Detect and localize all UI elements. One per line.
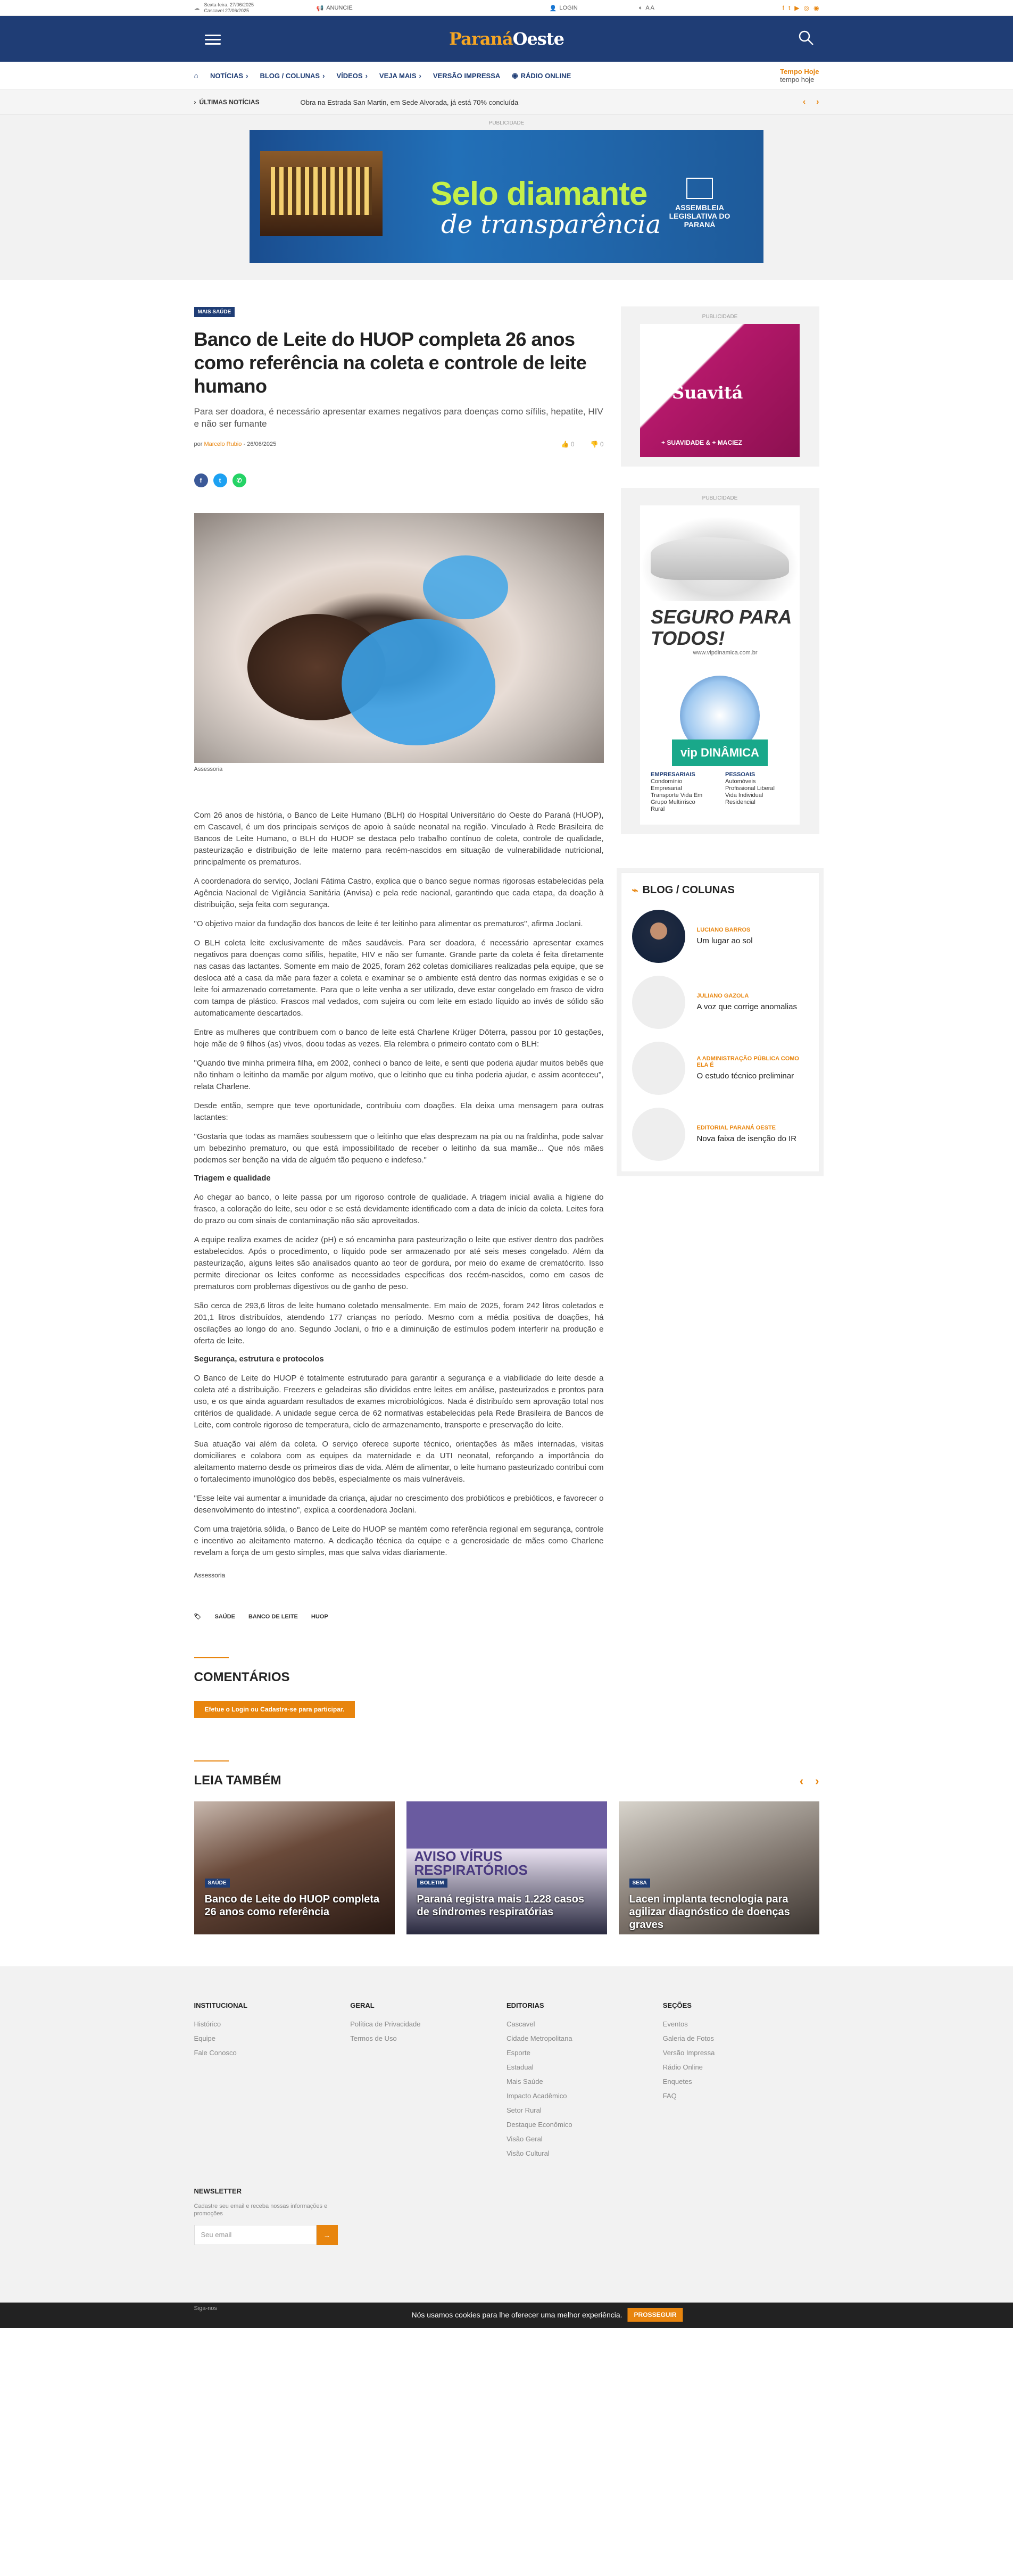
- article: [194, 306, 604, 1718]
- ad-label: PUBLICIDADE: [702, 495, 738, 501]
- blog-author: EDITORIAL PARANÁ OESTE: [696, 1125, 776, 1131]
- social-links: [783, 4, 819, 12]
- blog-author: LUCIANO BARROS: [696, 927, 751, 933]
- vip-dinamica-ad[interactable]: [640, 505, 800, 825]
- whatsapp-share-icon[interactable]: ✆: [233, 473, 246, 487]
- paragraph: A equipe realiza exames de acidez (pH) e só encaminha para pasteurização o leite que estiver dentro dos padrões estabelecidos. Após o procedimento, o líquido pode ser armazenado por até seis meses congelado. Além da pasteurização, alguns leites são analisados quanto ao teor de gordura, por meio do exame de crematócrito. Isso permite direcionar os leites conforme as necessidades específicas dos recém-nascidos, como em casos de prematuros com problemas digestivos ou de ganho de peso.: [194, 1235, 604, 1291]
- blog-item[interactable]: [632, 976, 808, 1029]
- footer-link[interactable]: Política de Privacidade: [350, 2020, 421, 2028]
- blog-widget-title: [632, 884, 808, 897]
- footer-link[interactable]: Estadual: [506, 2063, 534, 2071]
- twitter-share-icon[interactable]: t: [213, 473, 227, 487]
- paragraph: Sua atuação vai além da coleta. O serviço oferece suporte técnico, orientações às mães internadas, visitas domiciliares e colabora com as equipes da maternidade e da UTI neonatal, reforçando a importância do aleitamento materno desde os primeiros dias de vida. Além de alimentar, o leite humano pasteurizado contribui com o fortalecimento imunológico dos bebês, especialmente os mais vulneráveis.: [194, 1440, 604, 1484]
- blog-title-text: BLOG / COLUNAS: [642, 884, 735, 896]
- like-count: 0: [570, 441, 575, 448]
- chevron-right-icon: ›: [322, 71, 325, 80]
- nav-blog[interactable]: [260, 72, 325, 80]
- building-image: [260, 151, 383, 236]
- blog-item[interactable]: [632, 910, 808, 963]
- section-heading: Triagem e qualidade: [194, 1174, 271, 1183]
- avatar: [632, 1042, 685, 1095]
- blog-item[interactable]: [632, 1042, 808, 1095]
- footer-col-secoes: [663, 1998, 819, 2160]
- anuncie-link[interactable]: [317, 5, 353, 12]
- suavita-brand: Suavitá: [672, 383, 743, 403]
- nav-noticias[interactable]: [210, 72, 248, 80]
- nav-label: RÁDIO ONLINE: [520, 71, 571, 80]
- login-link[interactable]: [550, 5, 578, 12]
- chevron-right-icon: ›: [194, 98, 196, 106]
- user-icon: 👤: [549, 5, 557, 12]
- ad-label: PUBLICIDADE: [702, 314, 738, 320]
- alep-logo: [668, 178, 732, 229]
- contrast-icon[interactable]: ◐: [638, 5, 643, 11]
- footer-col-geral: [350, 1998, 506, 2160]
- nav-label: VERSÃO IMPRESSA: [433, 71, 501, 80]
- paragraph: Com 26 anos de história, o Banco de Leite Humano (BLH) do Hospital Universitário do Oeste do Paraná (HUOP), em Cascavel, é um dos principais serviços de apoio à saúde neonatal na região. Vinculado à Rede Brasileira de Bancos de Leite Humano, o BLH do HUOP se destaca pelo trabalho contínuo de coleta, controle de qualidade, pasteurização e distribuição de leite materno para recém-nascidos em situação de vulnerabilidade nutricional, principalmente os prematuros.: [194, 811, 604, 867]
- footer-col-title: GERAL: [350, 2001, 375, 2009]
- cookie-text: Nós usamos cookies para lhe oferecer uma melhor experiência.: [411, 2311, 622, 2319]
- paragraph: "Esse leite vai aumentar a imunidade da criança, ajudar no crescimento dos probióticos e prebióticos, e favorecer o desenvolvimento do intestino", explica a coordenadora Joclani.: [194, 1494, 604, 1515]
- site-footer: [0, 1966, 1013, 2328]
- vip-col2-title: PESSOAIS: [725, 771, 755, 778]
- font-size-control[interactable]: [639, 5, 654, 11]
- paragraph: São cerca de 293,6 litros de leite humano coletado mensalmente. Em maio de 2025, foram 242 litros coletados e 201,1 litros distribuídos, atendendo 177 crianças no período. Mesmo com a média positiva de doações, há oscilações ao longo do ano. Segundo Joclani, o frio e a diminuição de estímulos podem interferir na produção e oferta de leite.: [194, 1301, 604, 1345]
- login-to-comment-button[interactable]: Efetue o Login ou Cadastre-se para participar.: [194, 1701, 355, 1718]
- chevron-right-icon: ›: [246, 71, 248, 80]
- footer-link[interactable]: Fale Conosco: [194, 2049, 237, 2057]
- card-title: Lacen implanta tecnologia para agilizar diagnóstico de doenças graves: [629, 1893, 790, 1931]
- nav-label: BLOG / COLUNAS: [260, 71, 320, 80]
- rss-icon: ⌁: [632, 885, 638, 896]
- blog-post-title[interactable]: Nova faixa de isenção do IR: [696, 1134, 797, 1143]
- footer-col-title: SEÇÕES: [662, 2001, 692, 2009]
- like-button[interactable]: [561, 441, 575, 448]
- comments-title: COMENTÁRIOS: [194, 1670, 290, 1684]
- weather-date: Sexta-feira, 27/06/2025: [204, 2, 254, 7]
- article-date: 26/06/2025: [247, 441, 277, 447]
- newsletter-email-input[interactable]: Seu email: [194, 2225, 317, 2245]
- paragraph: Desde então, sempre que teve oportunidade, contribuiu com doações. Ela deixa uma mensagem para outras lactantes:: [194, 1101, 604, 1122]
- suavita-ad[interactable]: [640, 324, 800, 457]
- vip-col2-items: Automóveis Profissional Liberal Vida Individual Residencial: [725, 778, 775, 805]
- logo-part1: Paraná: [449, 29, 513, 49]
- top-ad-band: [0, 115, 1013, 280]
- anuncie-label: ANUNCIE: [326, 5, 353, 11]
- newsletter-title: NEWSLETTER: [194, 2187, 242, 2195]
- card-overlay-text: AVISO VÍRUS RESPIRATÓRIOS: [414, 1848, 528, 1878]
- site-logo[interactable]: [449, 29, 564, 49]
- search-icon[interactable]: [798, 30, 814, 46]
- footer-link[interactable]: Rádio Online: [662, 2063, 703, 2071]
- blog-item[interactable]: [632, 1108, 808, 1161]
- cloud-icon: ☁: [194, 5, 200, 12]
- related-card[interactable]: [194, 1801, 395, 1934]
- paragraph: "Quando tive minha primeira filha, em 2002, conheci o banco de leite, e senti que poderia ajudar muitos bebês que não tinham o leitinho da mamãe por algum motivo, que o leitinho que eu tinha poderia ajudar, e assim aconteceu", relata Charlene.: [194, 1059, 604, 1091]
- footer-link[interactable]: Destaque Econômico: [506, 2121, 572, 2129]
- blog-post-title[interactable]: Um lugar ao sol: [696, 936, 753, 945]
- avatar: [632, 976, 685, 1029]
- ticker-label-text: ÚLTIMAS NOTÍCIAS: [199, 98, 260, 106]
- alep-banner-ad[interactable]: [250, 130, 763, 263]
- footer-link[interactable]: Impacto Acadêmico: [506, 2092, 567, 2100]
- tag[interactable]: BANCO DE LEITE: [248, 1613, 298, 1620]
- tag-icon: 🏷: [194, 1614, 202, 1620]
- card-category: BOLETIM: [417, 1879, 447, 1888]
- ticker-headline[interactable]: Obra na Estrada San Martin, em Sede Alvorada, já está 70% concluída: [300, 98, 519, 106]
- article-photo: [194, 513, 604, 763]
- arrow-right-icon: →: [323, 2231, 330, 2239]
- vip-url: www.vipdinamica.com.br: [693, 650, 758, 656]
- blog-author: JULIANO GAZOLA: [696, 993, 749, 999]
- chevron-right-icon: ›: [419, 71, 421, 80]
- twitter-icon[interactable]: t: [788, 4, 791, 12]
- footer-link[interactable]: Eventos: [662, 2020, 688, 2028]
- author-prefix: por: [194, 441, 203, 447]
- related-title: LEIA TAMBÉM: [194, 1773, 281, 1788]
- blog-columns-widget: [621, 872, 819, 1172]
- nav-versao-impressa[interactable]: [433, 72, 500, 80]
- author-link[interactable]: Marcelo Rubio: [204, 441, 242, 447]
- card-category: SESA: [629, 1879, 650, 1888]
- footer-link[interactable]: Histórico: [194, 2020, 221, 2028]
- megaphone-icon: 📢: [316, 5, 324, 12]
- logo-part2: Oeste: [512, 29, 564, 49]
- cookie-accept-button[interactable]: PROSSEGUIR: [628, 2308, 683, 2322]
- tag-list: [194, 1613, 604, 1620]
- footer-link[interactable]: Visão Geral: [506, 2135, 543, 2143]
- tempo-hoje-widget: [780, 68, 819, 84]
- footer-link[interactable]: Galeria de Fotos: [662, 2034, 714, 2042]
- top-bar: [0, 0, 1013, 16]
- weather-location: Cascavel 27/06/2025: [204, 8, 250, 13]
- footer-link[interactable]: Enquetes: [662, 2078, 692, 2085]
- paragraph: Entre as mulheres que contribuem com o banco de leite está Charlene Krüger Döterra, passou por 10 gestações, hoje mãe de 9 filhos (as) vivos, doou todas as vezes. Ela relembra o primeiro contato com o BLH:: [194, 1028, 604, 1049]
- card-title: Paraná registra mais 1.228 casos de síndromes respiratórias: [417, 1893, 585, 1918]
- weather-widget: [194, 2, 306, 14]
- login-label: LOGIN: [559, 5, 578, 11]
- tempo-title: Tempo Hoje: [780, 68, 819, 76]
- chevron-left-icon[interactable]: ‹: [802, 97, 806, 106]
- card-category: SAÚDE: [205, 1879, 230, 1888]
- footer-col-title: INSTITUCIONAL: [194, 2001, 247, 2009]
- home-icon[interactable]: ⌂: [194, 71, 198, 80]
- paragraph: "O objetivo maior da fundação dos bancos de leite é ter leitinho para alimentar os prematuros", afirma Joclani.: [194, 919, 583, 928]
- footer-link[interactable]: Termos de Uso: [350, 2034, 397, 2042]
- related-card[interactable]: [406, 1801, 607, 1934]
- footer-col-institucional: [194, 1998, 351, 2160]
- vip-headline: [651, 606, 800, 657]
- ticker-label: [194, 98, 301, 106]
- footer-link[interactable]: Setor Rural: [506, 2106, 542, 2114]
- footer-link[interactable]: Cascavel: [506, 2020, 535, 2028]
- instagram-icon[interactable]: ◎: [803, 4, 810, 12]
- ad-label: PUBLICIDADE: [488, 120, 525, 126]
- cookie-banner: [411, 2308, 683, 2322]
- menu-icon[interactable]: [205, 32, 221, 47]
- tag[interactable]: HUOP: [311, 1613, 328, 1620]
- share-buttons: [194, 473, 604, 487]
- footer-link[interactable]: FAQ: [662, 2092, 677, 2100]
- assembly-icon: [686, 178, 713, 199]
- paragraph: A coordenadora do serviço, Joclani Fátima Castro, explica que o banco segue normas rigorosas estabelecidas pela Agência Nacional de Vigilância Sanitária (Anvisa) e pela rede nacional, garantindo que cada etapa, da doação à distribuição, seja feita com segurança.: [194, 877, 604, 909]
- nav-label: NOTÍCIAS: [210, 71, 244, 80]
- card-title: Banco de Leite do HUOP completa 26 anos como referência: [204, 1893, 380, 1918]
- article-meta: por Marcelo Rubio - 26/06/2025 👍 0 👎 0: [194, 441, 604, 448]
- follow-us-label: Siga-nos: [194, 2305, 217, 2312]
- newsletter-submit-button[interactable]: [317, 2225, 338, 2245]
- article-source: Assessoria: [194, 1572, 226, 1579]
- nav-veja-mais[interactable]: [379, 72, 421, 80]
- footer-link[interactable]: Esporte: [506, 2049, 530, 2057]
- news-ticker: [0, 89, 1013, 115]
- radio-icon: ◉: [512, 71, 518, 79]
- suavita-tagline: + SUAVIDADE & + MACIEZ: [661, 439, 742, 446]
- article-title: Banco de Leite do HUOP completa 26 anos como referência na coleta e controle de leite humano: [194, 328, 587, 397]
- banner-headline: Selo diamante: [430, 176, 647, 212]
- footer-bottom-bar: [0, 2303, 1013, 2328]
- thumbs-up-icon: 👍: [561, 441, 569, 448]
- photo-caption: Assessoria: [194, 766, 223, 772]
- sidebar: [621, 306, 819, 1718]
- font-size-label[interactable]: A A: [645, 5, 654, 11]
- vip-headline-text: SEGURO PARA TODOS!: [651, 606, 792, 649]
- footer-col-editorias: [506, 1998, 663, 2160]
- chevron-left-icon[interactable]: ‹: [799, 1774, 804, 1788]
- article-body: [194, 810, 604, 1581]
- alep-name: ASSEMBLEIA LEGISLATIVA DO PARANÁ: [669, 203, 730, 229]
- paragraph: "Gostaria que todas as mamães soubessem que o leitinho que elas desprezam na pia ou na fraldinha, pode salvar um bebezinho prematuro, ou que está impossibilitado de receber o leitinho da sua mamãe... Que nós mães podemos ser benção na vida de alguém tão pequeno e indefeso.": [194, 1132, 604, 1165]
- youtube-icon[interactable]: ▶: [794, 4, 800, 12]
- avatar: [632, 910, 685, 963]
- tag[interactable]: SAÚDE: [214, 1613, 235, 1620]
- category-badge[interactable]: MAIS SAÚDE: [194, 307, 235, 317]
- facebook-icon[interactable]: f: [782, 4, 784, 12]
- site-header: [0, 16, 1013, 62]
- sidebar-ad-1: [621, 306, 819, 467]
- article-subtitle: Para ser doadora, é necessário apresentar exames negativos para doenças como sífilis, hepatite, HIV e não ser fumante: [194, 406, 603, 429]
- footer-link[interactable]: Visão Cultural: [506, 2149, 550, 2157]
- podcast-icon[interactable]: ◉: [813, 4, 819, 12]
- banner-subheadline: de transparência: [441, 210, 661, 239]
- paragraph: O BLH coleta leite exclusivamente de mães saudáveis. Para ser doadora, é necessário apresentar exames negativos para doenças como sífilis, hepatite, HIV e não ser fumante. Grande parte da coleta é feita diretamente nas casas das lactantes. Somente em maio de 2025, foram 262 coletas domiciliares realizadas pela equipe, que se desloca até a casa da mãe para fazer a coleta e examinar se o ambiente está dentro das normas exigidas e se o leite foi armazenado corretamente. Para que o leite venha a ser utilizado, deve estar congelado em frasco de vidro com tampa de plástico. Frascos mal vedados, com sujeira ou com leite em estado líquido ao invés de sólido são automaticamente descartados.: [194, 938, 604, 1018]
- footer-link[interactable]: Cidade Metropolitana: [506, 2034, 572, 2042]
- blog-post-title[interactable]: O estudo técnico preliminar: [696, 1071, 794, 1081]
- footer-link[interactable]: Versão Impressa: [662, 2049, 715, 2057]
- dislike-button[interactable]: [591, 441, 604, 448]
- chevron-right-icon[interactable]: ›: [816, 97, 819, 106]
- sidebar-ad-2: [621, 488, 819, 834]
- vip-col1-items: Condomínio Empresarial Transporte Vida Em Grupo Multirrisco Rural: [651, 778, 703, 812]
- paragraph: Com uma trajetória sólida, o Banco de Leite do HUOP se mantém como referência regional em segurança, controle e incentivo ao aleitamento materno. A dedicação técnica da equipe e a generosidade de mães como Charlene revelam a força de um gesto simples, mas que salva vidas diariamente.: [194, 1525, 604, 1557]
- nav-label: VÍDEOS: [336, 71, 363, 80]
- paragraph: O Banco de Leite do HUOP é totalmente estruturado para garantir a segurança e a viabilidade do leite desde a coleta até a distribuição. Freezers e geladeiras são divididos entre leites em análise, pasteurizados e prontos para uso, e os que ainda aguardam resultados de exames microbiológicos. Nada é distribuído sem aprovação total nos critérios de qualidade. A unidade segue cerca de 62 normativas estabelecidas pela Rede Brasileira de Bancos de Leite, com controle rigoroso de temperatura, ciclo de armazenamento, transporte e preservação do leite.: [194, 1374, 604, 1430]
- car-image: [640, 516, 800, 601]
- section-divider: [194, 1657, 229, 1658]
- blog-author: A ADMINISTRAÇÃO PÚBLICA COMO ELA É: [696, 1056, 799, 1068]
- paragraph: Ao chegar ao banco, o leite passa por um rigoroso controle de qualidade. A triagem inicial avalia a higiene do frasco, a coloração do leite, seu odor e se está devidamente identificado com a data de início da coleta. Leites fora do prazo ou com sinais de contaminação não são aproveitados.: [194, 1193, 604, 1225]
- tempo-image-alt: tempo hoje: [780, 76, 815, 84]
- vip-col1-title: EMPRESARIAIS: [651, 771, 695, 778]
- avatar: [632, 1108, 685, 1161]
- footer-link[interactable]: Equipe: [194, 2034, 215, 2042]
- vip-brand: vip DINÂMICA: [672, 739, 768, 766]
- chevron-right-icon[interactable]: ›: [815, 1774, 819, 1788]
- newsletter-description: Cadastre seu email e receba nossas informações e promoções: [194, 2203, 328, 2217]
- main-nav: [0, 62, 1013, 89]
- nav-videos[interactable]: [336, 72, 367, 80]
- blog-post-title[interactable]: A voz que corrige anomalias: [696, 1002, 797, 1011]
- nav-radio-online[interactable]: [512, 71, 571, 80]
- newsletter: [194, 2187, 819, 2245]
- thumbs-down-icon: 👎: [590, 441, 599, 448]
- related-card[interactable]: [619, 1801, 819, 1934]
- section-heading: Segurança, estrutura e protocolos: [194, 1355, 324, 1364]
- nav-label: VEJA MAIS: [379, 71, 417, 80]
- chevron-right-icon: ›: [365, 71, 368, 80]
- dislike-count: 0: [600, 441, 604, 448]
- footer-col-title: EDITORIAS: [506, 2001, 544, 2009]
- related-articles: [194, 1718, 819, 1934]
- footer-link[interactable]: Mais Saúde: [506, 2078, 543, 2085]
- facebook-share-icon[interactable]: f: [194, 473, 208, 487]
